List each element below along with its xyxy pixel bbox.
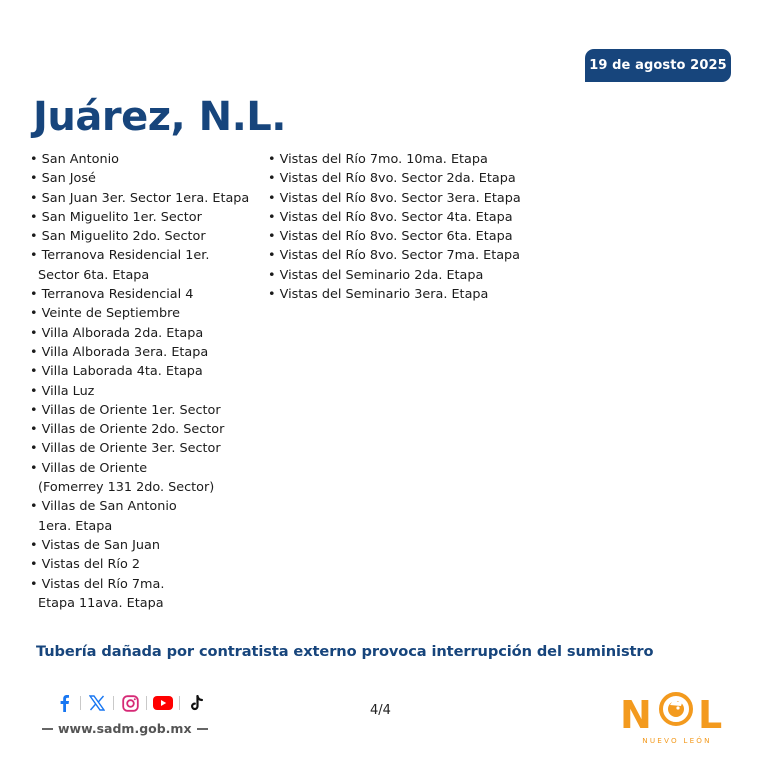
list-item: • Vistas del Río 7ma. Etapa 11ava. Etapa [30,576,165,611]
neighborhood-list-left [30,150,262,613]
date-badge: 19 de agosto 2025 [585,49,731,82]
x-icon[interactable] [87,693,107,713]
list-item: • Veinte de Septiembre [30,306,180,322]
list-item: • Villa Alborada 2da. Etapa [30,325,204,341]
list-item: • San José [30,171,96,187]
list-item: • San Miguelito 1er. Sector [30,209,202,225]
list-item: • Villas de Oriente (Fomerrey 131 2do. Sector) [30,460,215,496]
tiktok-icon[interactable] [186,693,206,713]
nuevo-leon-logo [618,688,736,748]
divider [113,696,114,710]
youtube-icon[interactable] [153,693,173,713]
list-item: • Vistas del Río 8vo. Sector 3era. Etapa [268,190,521,206]
list-item: • Vistas del Río 2 [30,557,141,573]
instagram-icon[interactable] [120,693,140,713]
list-item: • Vistas del Río 8vo. Sector 4ta. Etapa [268,209,513,225]
list-item: • Villa Laborada 4ta. Etapa [30,364,203,380]
list-item: • San Miguelito 2do. Sector [30,229,206,245]
list-item: • Vistas del Río 8vo. Sector 6ta. Etapa [268,229,513,245]
list-item: • Villas de Oriente 1er. Sector [30,402,221,418]
list-item: • Villas de Oriente 2do. Sector [30,422,225,438]
divider [146,696,147,710]
list-item: • Vistas del Seminario 3era. Etapa [268,287,489,303]
page-indicator: 4/4 [370,703,391,718]
page-title: Juárez, N.L. [33,94,286,140]
logo-text: NUEVO LEÓN [642,736,712,745]
list-item: • Vistas del Río 8vo. Sector 7ma. Etapa [268,248,521,264]
list-item: • Vistas del Río 8vo. Sector 2da. Etapa [268,171,516,187]
list-item: • Terranova Residencial 1er. Sector 6ta. Etapa [30,248,210,283]
list-item: • Terranova Residencial 4 [30,287,194,303]
list-item: • Villas de San Antonio 1era. Etapa [30,499,177,534]
neighborhood-list-right [268,150,568,304]
list-item: • Vistas de San Juan [30,537,160,553]
list-item: • San Juan 3er. Sector 1era. Etapa [30,190,250,206]
list-item: • San Antonio [30,152,119,167]
list-item: • Vistas del Seminario 2da. Etapa [268,267,484,283]
divider [80,696,81,710]
list-item: • Villas de Oriente 3er. Sector [30,441,221,457]
list-item: • Vistas del Río 7mo. 10ma. Etapa [268,152,488,167]
divider [197,728,208,730]
social-icons [54,693,206,713]
divider [179,696,180,710]
svg-text:L: L [698,693,723,737]
list-item: • Villa Luz [30,383,95,399]
headline: Tubería dañada por contratista externo provoca interrupción del suministro [36,643,654,660]
svg-text:N: N [620,693,652,737]
facebook-icon[interactable] [54,693,74,713]
divider [42,728,53,730]
website-footer [42,721,208,736]
list-item: • Villa Alborada 3era. Etapa [30,344,209,360]
website-link[interactable]: www.sadm.gob.mx [58,721,192,736]
